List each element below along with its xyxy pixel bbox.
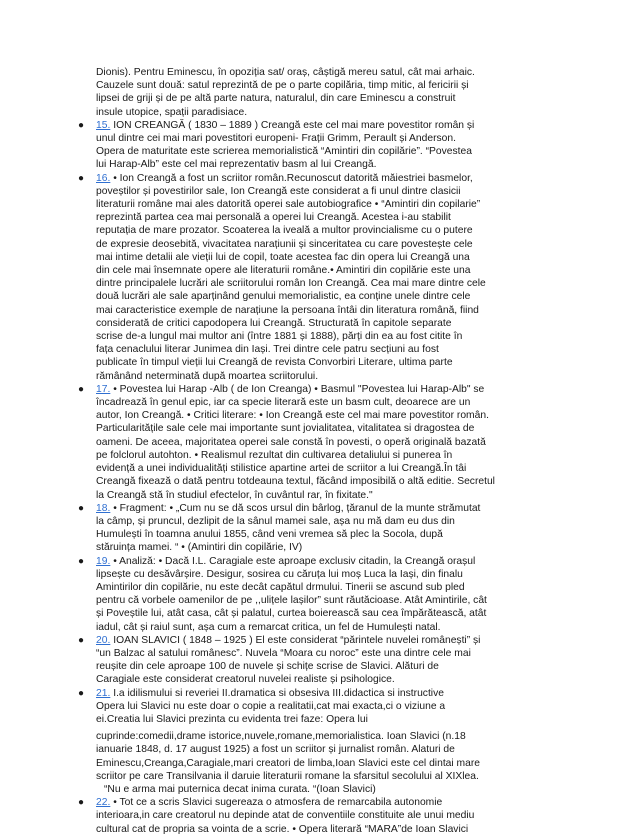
text-line: reprezintă partea cea mai personală a operei lui Creangă. Acestea i-au stabilit	[96, 212, 451, 224]
text-line: dintre principalele lucrări ale scriitorului român Ion Creangă. Cea mai mare dintre cele	[96, 278, 486, 290]
list-item-15	[78, 119, 552, 172]
text-line: IOAN SLAVICI ( 1848 – 1925 ) El este considerat “părintele nuvelei românești” și	[113, 634, 481, 646]
text-line: Caragiale este considerat creatorul nuvelei realiste și psihologice.	[96, 674, 395, 686]
bullet-icon: ●	[78, 502, 85, 514]
text-line: la câmp, și pruncul, dezlipit de la sânul mamei sale, așa nu mă dam eu dus din	[96, 515, 455, 527]
text-line: Particularitățile sale cele mai importante sunt jovialitatea, vitalitatea si dragostea de	[96, 423, 475, 435]
text-line: reputația de mare prozator. Scoaterea la iveală a multor provincialisme cu o putere	[96, 225, 473, 237]
text-line: două lucrări ale sale aparținând genului memorialistic, ea conține unele dintre cele	[96, 291, 471, 303]
text-line: stăruința mamei. “ • (Amintiri din copilărie, IV)	[96, 542, 303, 554]
text-line: mai caracteristice exemple de narațiune la persoana întâi din literatura română, fiind	[96, 304, 479, 316]
text-line: lipsește cu desăvârșire. Desigur, sosirea cu căruța lui moș Luca la Iași, din finalu	[96, 568, 463, 580]
text-line: Cauzele sunt două: satul reprezintă de pe o parte copilăria, timp mitic, al fericirii și	[96, 80, 469, 92]
text-line: pe folclorul autohton. • Realismul rezultat din cultivarea detaliului si punerea în	[96, 449, 453, 461]
item-number-link[interactable]: 17.	[96, 383, 111, 395]
document-body	[78, 66, 552, 836]
item-number-link[interactable]: 22.	[96, 797, 111, 809]
text-line: ION CREANGĂ ( 1830 – 1889 ) Creangă este cel mai mare povestitor român și	[113, 119, 475, 131]
text-line: ianuarie 1848, d. 17 august 1925) a fost un scriitor și jurnalist român. Alaturi de	[96, 744, 455, 756]
text-line: autor, Ion Creangă. • Critici literare: • Ion Creangă este cel mai mare povestitor român.	[96, 410, 489, 422]
text-line: de expresie deosebită, vivacitatea narațiunii și sinceritatea cu care povestește cele	[96, 238, 473, 250]
text-line: lui Harap-Alb” este cel mai reprezentativ basm al lui Creangă.	[96, 159, 377, 171]
text-line: mai intime detalii ale vieții lui de copil, toate acestea fac din opera lui Creangă una	[96, 251, 470, 263]
text-line: Opera de maturitate este scrierea memorialistică “Amintiri din copilărie”. “Povestea	[96, 146, 472, 158]
text-line: insule utopice, spații paradisiace.	[96, 106, 248, 118]
item-number-link[interactable]: 15.	[96, 119, 111, 131]
item-number-link[interactable]: 20.	[96, 634, 111, 646]
bullet-icon: ●	[78, 797, 85, 809]
bullet-icon: ●	[78, 634, 85, 646]
bullet-icon: ●	[78, 687, 85, 699]
text-line: Humulești în toamna anului 1855, când veni vremea să plec la Socola, după	[96, 529, 443, 541]
text-line: scrise de-a lungul mai multor ani (între 1881 și 1888), părți din ea au fost citite în	[96, 331, 463, 343]
list-item-17	[78, 383, 552, 502]
text-line: cultural cat de propria sa vointa de a scrie. • Opera literară “MARA”de Ioan Slavici	[96, 823, 469, 835]
text-line: • Ion Creangă a fost un scriitor român.Recunoscut datorită măiestriei basmelor,	[113, 172, 473, 184]
text-line: scriitor pe care Transilvania il daruie literaturii romane la sfarsitul secolului al XIXlea.	[96, 770, 479, 782]
item-number-link[interactable]: 16.	[96, 172, 111, 184]
text-line: publicate în timpul vieții lui Creangă de revista Convorbiri Literare, ultima parte	[96, 357, 453, 369]
text-line: • Fragment: • „Cum nu se dă scos ursul din bârlog, țăranul de la munte strămutat	[113, 502, 481, 514]
item-number-link[interactable]: 18.	[96, 502, 111, 514]
bullet-icon: ●	[78, 383, 85, 395]
text-line: cuprinde:comedii,drame istorice,nuvele,romane,memorialistica. Ioan Slavici (n.18	[96, 731, 466, 743]
text-line: pentru că vorbele oamenilor de pe ,,ulițele lașilor” sunt răutăcioase. Atât Amintirile, cât	[96, 595, 487, 607]
bullet-icon: ●	[78, 555, 85, 567]
text-line: considerată de critici capodopera lui Creangă. Structurată în capitole separate	[96, 317, 452, 329]
text-line: interioara,in care creatorul nu depinde atat de conventiile constituite ale unui mediu	[96, 810, 475, 822]
item-number-link[interactable]: 21.	[96, 687, 111, 699]
text-line: Dionis). Pentru Eminescu, în opoziția sat/ oraș, câștigă mereu satul, cât mai arhaic.	[96, 67, 475, 78]
text-line: • Analiză: • Dacă I.L. Caragiale este aproape exclusiv citadin, la Creangă orașul	[113, 555, 476, 567]
text-line: Amintirilor din copilărie, nu este decât capătul drmului. Tinerii se ascund sub pled	[96, 581, 465, 593]
quote-line: “Nu e arma mai puternica decat inima curata. “(Ioan Slavici)	[104, 783, 376, 795]
item-number-link[interactable]: 19.	[96, 555, 111, 567]
text-line: evidență a unei individualități stilistice apartine artei de scriitor a lui Creangă.În tâi	[96, 463, 467, 475]
text-line: oameni. De aceea, majoritatea operei sale constă în povesti, o operă originală bazată	[96, 436, 486, 448]
text-line: încadrează în genul epic, iar ca specie literară este un basm cult, deoarece are un	[96, 397, 471, 409]
list-item-22	[78, 796, 552, 836]
text-line: Eminescu,Creanga,Caragiale,mari creatori de limba,Ioan Slavici este cel dintai mare	[96, 757, 481, 769]
text-line: • Tot ce a scris Slavici sugereaza o atmosfera de remarcabila autonomie	[113, 797, 443, 809]
text-line: la Creangă stă în studiul efectelor, în cuvântul rar, în fixitate."	[96, 489, 373, 501]
list-item-18	[78, 502, 552, 555]
text-line: iadul, cât și raiul sunt, așa cum a remarcat critica, un fel de Humulești natal.	[96, 621, 441, 633]
intro-paragraph	[96, 66, 552, 119]
text-line: ei.Creatia lui Slavici prezinta cu evidenta trei faze: Opera lui	[96, 713, 368, 725]
text-line: I.a idilismului si reveriei II.dramatica si obsesiva III.didactica si instructive	[113, 687, 444, 699]
list-item-19	[78, 555, 552, 634]
text-line: Creangă fixează o dată pentru totdeauna textul, făcând imposibilă o altă editie. Secretul	[96, 476, 495, 488]
text-line: reușite din cele aproape 100 de nuvele și schițe scrise de Slavici. Alături de	[96, 661, 439, 673]
list-item-21	[78, 687, 552, 797]
text-line: lipsei de griji și de pe altă parte natura, naturalul, din care Eminescu a construit	[96, 93, 456, 105]
text-line: unul dintre cei mai mari povestitori europeni- Frații Grimm, Perault și Anderson.	[96, 133, 456, 145]
text-line: rămânând neterminată după moartea scriitorului.	[96, 370, 319, 382]
text-line: “un Balzac al satului românesc”. Nuvela “Moara cu noroc” este una dintre cele mai	[96, 647, 471, 659]
text-line: din cele mai însemnate opere ale literaturii române.• Amintiri din copilărie este una	[96, 265, 471, 277]
text-line: literaturii române mai ales datorită operei sale autobiografice • “Amintiri din copilarie”	[96, 199, 481, 211]
list-item-16	[78, 172, 552, 383]
numbered-list	[78, 119, 552, 836]
text-line: • Povestea lui Harap -Alb ( de Ion Creanga) • Basmul "Povestea lui Harap-Alb" se	[113, 383, 485, 395]
bullet-icon: ●	[78, 172, 85, 184]
text-line: Opera lui Slavici nu este doar o copie a realitatii,cat mai exacta,ci o viziune a	[96, 700, 446, 712]
text-line: poveștilor și povestirilor sale, Ion Creangă este considerat a fi unul dintre clasicii	[96, 185, 461, 197]
text-line: fața cenaclului literar Junimea din Iași. Trei dintre cele patru secțiuni au fost	[96, 344, 439, 356]
list-item-20	[78, 634, 552, 687]
bullet-icon: ●	[78, 119, 85, 131]
text-line: și Poveștile lui, atât casa, cât și palatul, curtea boierească sau cea împărătească, atât	[96, 608, 487, 620]
